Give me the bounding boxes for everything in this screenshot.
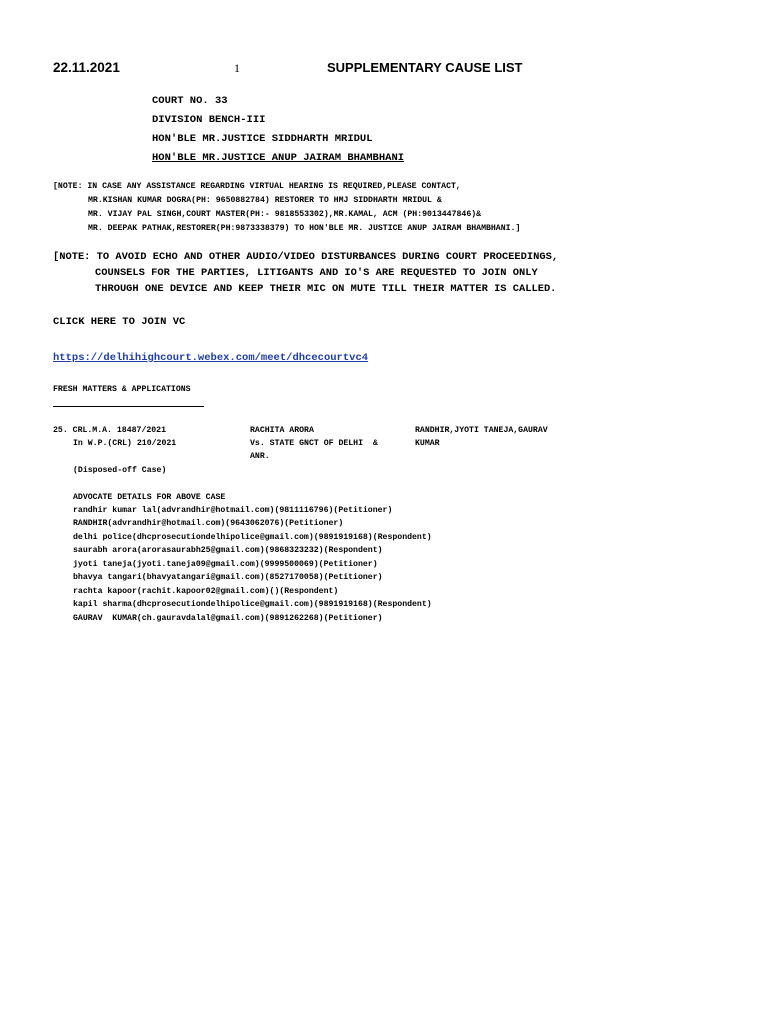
advocate-entry: rachta kapoor(rachit.kapoor02@gmail.com)()(Respondent) (73, 587, 339, 596)
party-line: RACHITA ARORA (250, 426, 314, 435)
advocate-entry: kapil sharma(dhcprosecutiondelhipolice@gmail.com)(9891919168)(Respondent) (73, 600, 432, 609)
judge-2: HON'BLE MR.JUSTICE ANUP JAIRAM BHAMBHANI (152, 152, 405, 164)
advocate-entry: bhavya tangari(bhavyatangari@gmail.com)(8527170058)(Petitioner) (73, 573, 383, 582)
assistance-note-line: [NOTE: IN CASE ANY ASSISTANCE REGARDING VIRTUAL HEARING IS REQUIRED,PLEASE CONTACT, (53, 182, 461, 191)
case-advocates: KUMAR (415, 439, 440, 448)
party-line: ANR. (250, 452, 270, 461)
case-status: (Disposed-off Case) (73, 466, 167, 475)
join-vc-label: CLICK HERE TO JOIN VC (53, 316, 186, 328)
advocate-entry: GAURAV KUMAR(ch.gauravdalal@gmail.com)(9891262268)(Petitioner) (73, 614, 383, 623)
assistance-note-line: MR. VIJAY PAL SINGH,COURT MASTER(PH:- 9818553302),MR.KAMAL, ACM (PH:9013447846)& (88, 210, 482, 219)
case-advocates: RANDHIR,JYOTI TANEJA,GAURAV (415, 426, 548, 435)
av-note-line: THROUGH ONE DEVICE AND KEEP THEIR MIC ON MUTE TILL THEIR MATTER IS CALLED. (95, 283, 557, 295)
section-heading: FRESH MATTERS & APPLICATIONS (53, 385, 191, 394)
party-line: Vs. STATE GNCT OF DELHI & (250, 439, 378, 448)
case-main-matter: In W.P.(CRL) 210/2021 (73, 439, 177, 448)
advocate-entry: saurabh arora(arorasaurabh25@gmail.com)(9868323232)(Respondent) (73, 546, 383, 555)
page-title: SUPPLEMENTARY CAUSE LIST (327, 60, 523, 75)
av-note-line: COUNSELS FOR THE PARTIES, LITIGANTS AND IO'S ARE REQUESTED TO JOIN ONLY (95, 267, 538, 279)
assistance-note-line: MR.KISHAN KUMAR DOGRA(PH: 9650882784) RESTORER TO HMJ SIDDHARTH MRIDUL & (88, 196, 442, 205)
join-vc-link[interactable]: https://delhihighcourt.webex.com/meet/dhcecourtvc4 (53, 352, 369, 364)
bench-name: DIVISION BENCH-III (152, 114, 266, 126)
advocate-entry: jyoti taneja(jyoti.taneja09@gmail.com)(9999500069)(Petitioner) (73, 560, 378, 569)
advocate-entry: randhir kumar lal(advrandhir@hotmail.com)(9811116796)(Petitioner) (73, 506, 393, 515)
advocate-entry: RANDHIR(advrandhir@hotmail.com)(9643062076)(Petitioner) (73, 519, 344, 528)
av-note-line: [NOTE: TO AVOID ECHO AND OTHER AUDIO/VIDEO DISTURBANCES DURING COURT PROCEEDINGS, (53, 251, 559, 263)
assistance-note-line: MR. DEEPAK PATHAK,RESTORER(PH:9873338379) TO HON'BLE MR. JUSTICE ANUP JAIRAM BHAMBHANI.] (88, 224, 521, 233)
advocate-details-heading: ADVOCATE DETAILS FOR ABOVE CASE (73, 493, 226, 502)
judge-1: HON'BLE MR.JUSTICE SIDDHARTH MRIDUL (152, 133, 373, 145)
case-number: 25. CRL.M.A. 18487/2021 (53, 426, 167, 435)
page-number: 1 (234, 61, 240, 75)
list-date: 22.11.2021 (53, 60, 120, 75)
court-number: COURT NO. 33 (152, 95, 228, 107)
section-divider (53, 406, 204, 407)
advocate-entry: delhi police(dhcprosecutiondelhipolice@gmail.com)(9891919168)(Respondent) (73, 533, 432, 542)
